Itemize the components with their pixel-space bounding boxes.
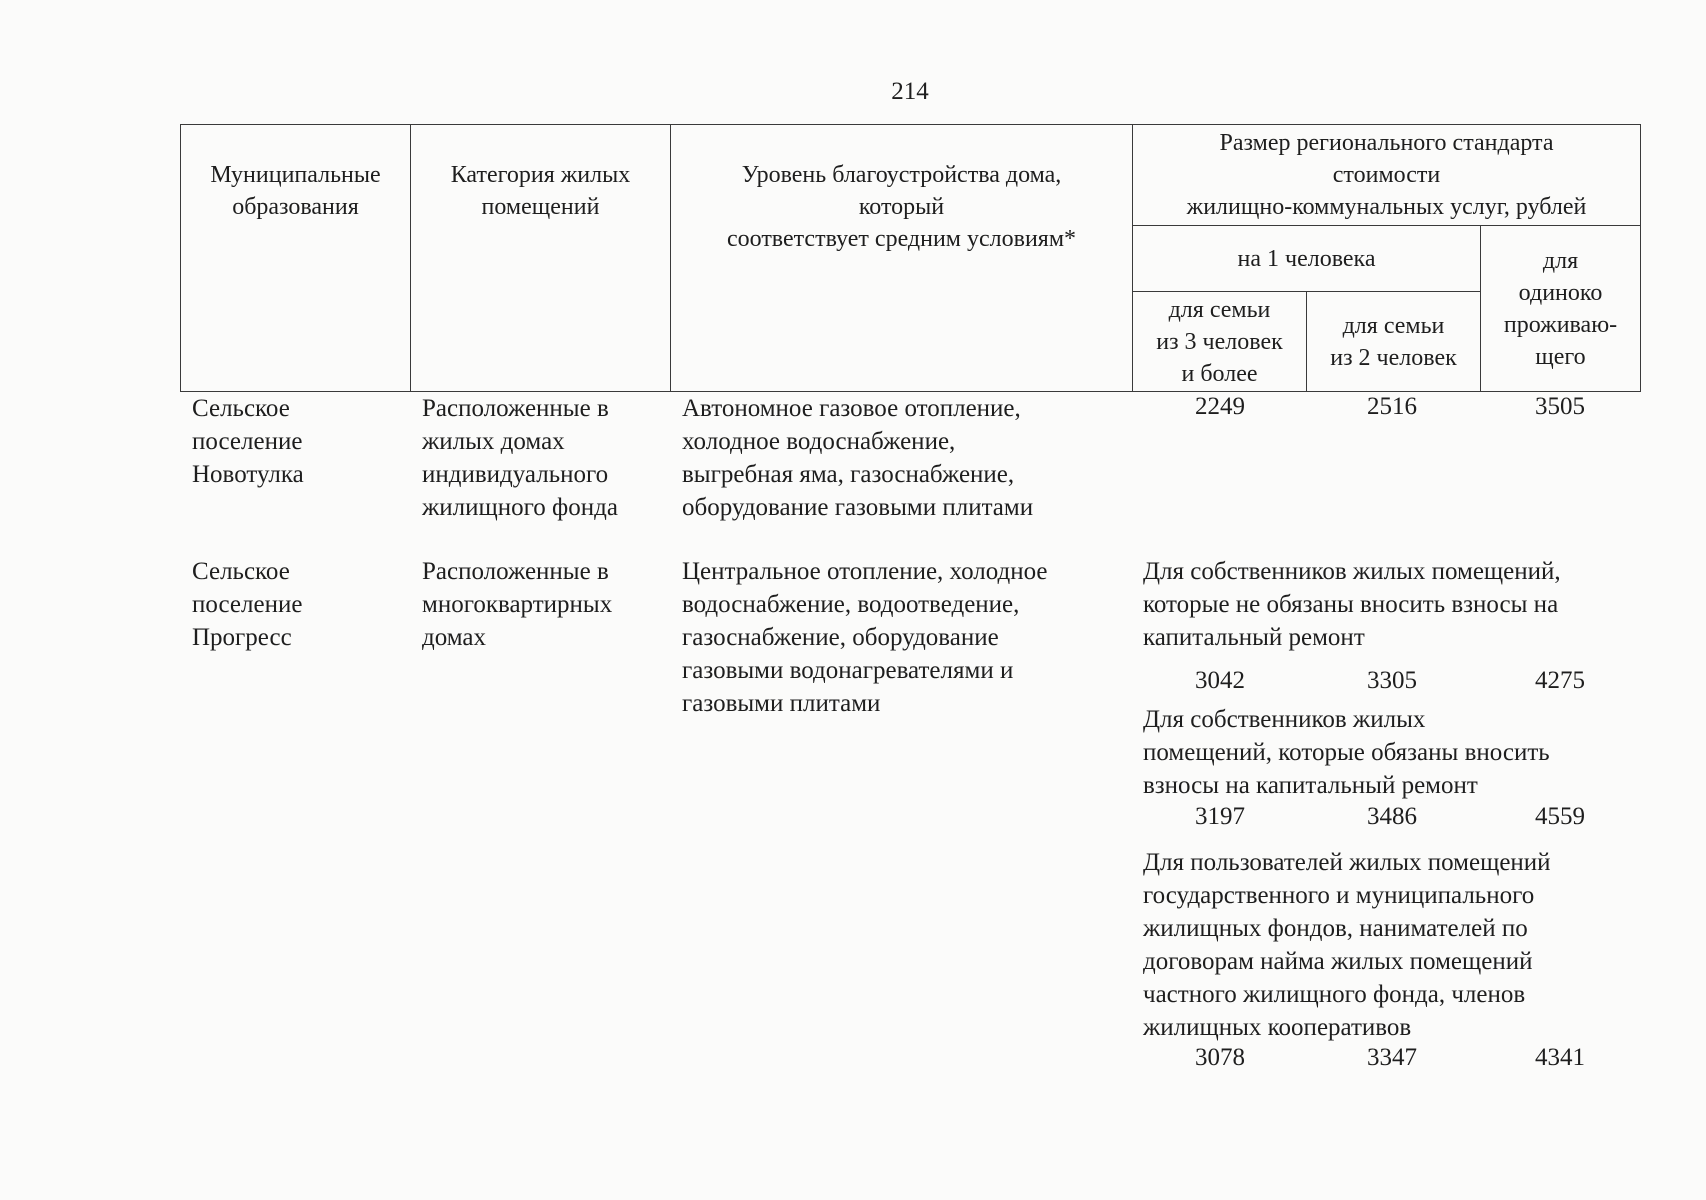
header-standard-line: жилищно-коммунальных услуг, рублей: [1186, 194, 1587, 220]
header-category: [411, 125, 671, 392]
row2-category-line: домах: [422, 624, 486, 651]
row2-note-line: взносы на капитальный ремонт: [1143, 772, 1478, 799]
row1-municipal-line: поселение: [192, 428, 303, 455]
row2-note-line: жилищных кооперативов: [1143, 1014, 1412, 1041]
row1-municipal-line: Новотулка: [192, 461, 304, 488]
row2-n3-single: 4341: [1535, 1044, 1585, 1071]
row2-municipal: [192, 555, 302, 654]
row2-note-line: договорам найма жилых помещений: [1143, 948, 1533, 975]
row1-value-family2: 2516: [1367, 393, 1417, 420]
row2-note-capital-repair: [1143, 703, 1643, 802]
header-family3-line: и более: [1181, 360, 1258, 387]
row2-n1-family3: 3042: [1195, 667, 1245, 694]
header-level-line: Уровень благоустройства дома,: [741, 162, 1062, 188]
row2-note-line: жилищных фондов, нанимателей по: [1143, 915, 1528, 942]
row1-level-line: выгребная яма, газоснабжение,: [682, 461, 1015, 488]
header-family3-line: для семьи: [1168, 296, 1271, 323]
row2-note-line: Для собственников жилых: [1143, 706, 1426, 733]
header-level-line: соответствует средним условиям*: [726, 226, 1077, 252]
header-single: [1481, 226, 1641, 392]
row2-category-line: многоквартирных: [422, 591, 613, 618]
row2-n2-family2: 3486: [1367, 803, 1417, 830]
row2-level-line: водоснабжение, водоотведение,: [682, 591, 1020, 618]
row2-level-line: Центральное отопление, холодное: [682, 558, 1048, 585]
header-standard: [1133, 125, 1641, 226]
row2-n2-single: 4559: [1535, 803, 1585, 830]
row1-level-line: Автономное газовое отопление,: [682, 395, 1021, 422]
row1-level: [682, 392, 1033, 524]
header-family3-line: из 3 человек: [1156, 328, 1283, 355]
header-single-line: одиноко: [1518, 279, 1603, 306]
header-single-line: проживаю-: [1503, 311, 1618, 338]
row2-note-line: частного жилищного фонда, членов: [1143, 981, 1526, 1008]
row2-note-no-capital-repair: [1143, 555, 1643, 654]
row2-municipal-line: поселение: [192, 591, 303, 618]
row2-note-line: Для собственников жилых помещений,: [1143, 558, 1561, 585]
header-standard-line: Размер регионального стандарта: [1219, 130, 1554, 156]
header-family2: [1307, 292, 1481, 392]
row1-value-family3: 2249: [1195, 393, 1245, 420]
row2-n1-family2: 3305: [1367, 667, 1417, 694]
row2-note-line: Для пользователей жилых помещений: [1143, 849, 1551, 876]
row1-level-line: оборудование газовыми плитами: [682, 494, 1034, 521]
row2-category: [422, 555, 612, 654]
page-number: 214: [891, 78, 929, 105]
header-family3: [1133, 292, 1307, 392]
row2-level-line: газоснабжение, оборудование: [682, 624, 999, 651]
row1-municipal: [192, 392, 304, 491]
header-single-line: для: [1542, 247, 1579, 274]
row2-n3-family2: 3347: [1367, 1044, 1417, 1071]
row2-note-tenants: [1143, 846, 1643, 1044]
header-standard-line: стоимости: [1332, 162, 1441, 188]
row2-n3-family3: 3078: [1195, 1044, 1245, 1071]
header-family2-line: из 2 человек: [1330, 344, 1457, 371]
row2-municipal-line: Сельское: [192, 558, 290, 585]
row2-category-line: Расположенные в: [422, 558, 609, 585]
row1-category-line: индивидуального: [422, 461, 609, 488]
header-per-person-label: на 1 человека: [1237, 245, 1376, 272]
row2-note-line: капитальный ремонт: [1143, 624, 1365, 651]
row2-municipal-line: Прогресс: [192, 624, 292, 651]
header-single-line: щего: [1535, 343, 1586, 370]
row2-level: [682, 555, 1048, 720]
header-municipal: [181, 125, 411, 392]
row2-n1-single: 4275: [1535, 667, 1585, 694]
header-family2-line: для семьи: [1342, 312, 1445, 339]
row1-level-line: холодное водоснабжение,: [682, 428, 956, 455]
row1-municipal-line: Сельское: [192, 395, 290, 422]
row2-n2-family3: 3197: [1195, 803, 1245, 830]
row2-level-line: газовыми плитами: [682, 690, 881, 717]
header-per-person: [1133, 226, 1481, 292]
header-category-label: Категория жилых помещений: [450, 162, 631, 220]
header-level: [671, 125, 1133, 392]
row1-category: [422, 392, 618, 524]
header-level-line: который: [858, 194, 945, 220]
row2-note-line: помещений, которые обязаны вносить: [1143, 739, 1550, 766]
row2-note-line: государственного и муниципального: [1143, 882, 1535, 909]
row2-note-line: которые не обязаны вносить взносы на: [1143, 591, 1559, 618]
row2-level-line: газовыми водонагревателями и: [682, 657, 1014, 684]
header-municipal-label: Муниципальные образования: [210, 162, 381, 220]
table-header: [180, 124, 1641, 392]
row1-category-line: жилых домах: [422, 428, 565, 455]
row1-category-line: Расположенные в: [422, 395, 609, 422]
row1-category-line: жилищного фонда: [422, 494, 618, 521]
row1-value-single: 3505: [1535, 393, 1585, 420]
